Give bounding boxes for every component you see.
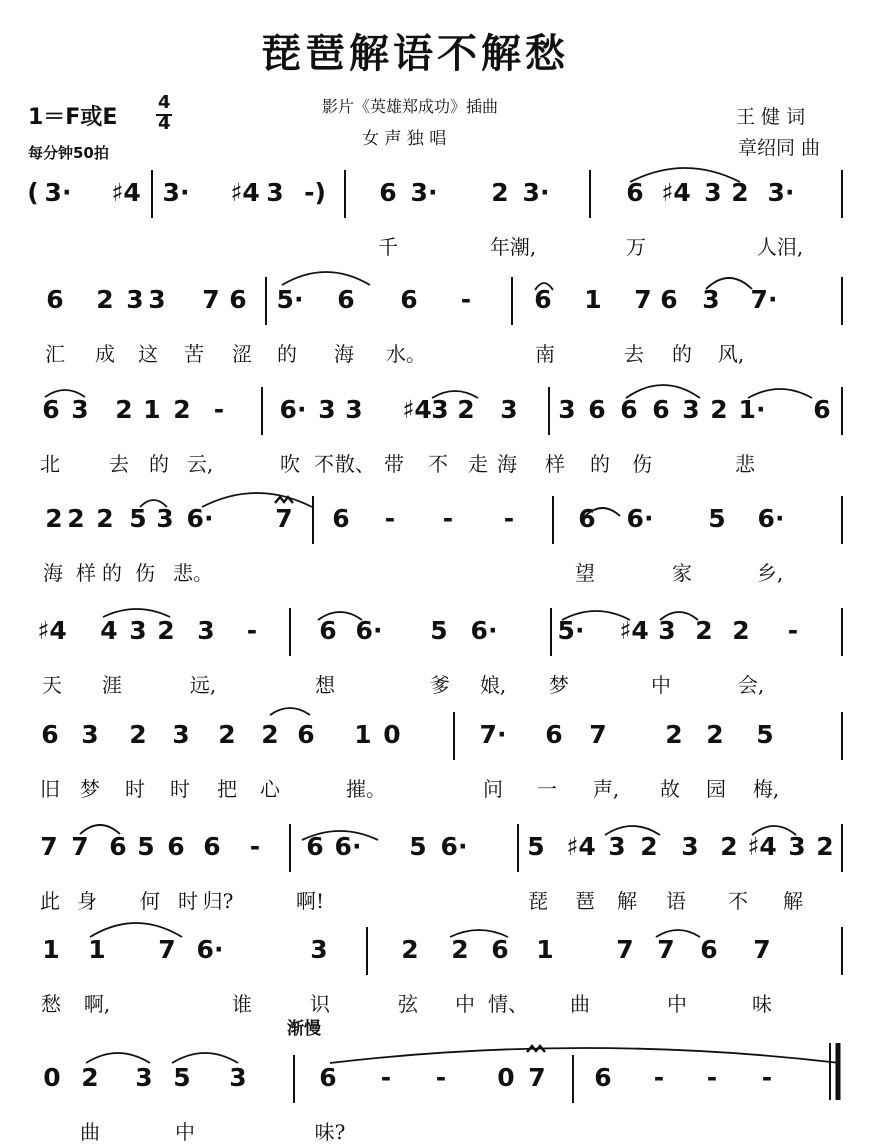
- note: 7: [616, 935, 634, 964]
- slur-arc: [752, 826, 796, 835]
- note: 6: [332, 504, 350, 533]
- lyric-syllable: 何: [140, 889, 160, 913]
- note: 2: [491, 178, 509, 207]
- lyric-syllable: 情、: [488, 992, 528, 1016]
- performance-note: 女 声 独 唱: [362, 129, 447, 149]
- lyric-syllable: 望: [575, 561, 595, 585]
- note: 7: [202, 285, 220, 314]
- note: 2: [457, 395, 475, 424]
- lyric-syllable: 年潮,: [489, 235, 537, 259]
- note: 6: [620, 395, 638, 424]
- note: 2: [451, 935, 469, 964]
- lyric-syllable: 成: [95, 342, 115, 366]
- note: -): [304, 178, 326, 207]
- note: 1: [88, 935, 106, 964]
- slur-arc: [660, 612, 698, 620]
- composer-credit: 章绍同 曲: [738, 137, 821, 159]
- note: 2: [218, 720, 236, 749]
- slur-arc: [585, 508, 620, 516]
- lyric-syllable: 样: [545, 452, 565, 476]
- slur-arc: [706, 278, 752, 289]
- note: 6: [813, 395, 831, 424]
- note: 3: [608, 832, 626, 861]
- lyric-syllable: 园: [706, 777, 726, 801]
- lyric-syllable: 伤: [135, 561, 155, 585]
- slur-arc: [605, 826, 660, 835]
- note: 5: [137, 832, 155, 861]
- note: -: [653, 1063, 665, 1092]
- note: 2: [695, 616, 713, 645]
- lyric-syllable: 啊,: [83, 992, 111, 1016]
- slur-arc: [202, 493, 312, 507]
- slur-arc: [630, 168, 740, 182]
- lyric-syllable: 声,: [592, 777, 620, 801]
- lyric-syllable: 爹: [430, 673, 450, 697]
- note: 2: [81, 1063, 99, 1092]
- note: -: [503, 504, 515, 533]
- note: 6·: [186, 504, 214, 533]
- note: 7: [275, 504, 293, 533]
- note: -: [246, 616, 258, 645]
- note: 6: [337, 285, 355, 314]
- note: ♯4: [747, 832, 777, 861]
- note: 3: [172, 720, 190, 749]
- slur-arc: [80, 825, 120, 834]
- lyric-syllable: 时: [170, 777, 190, 801]
- note: 6: [578, 504, 596, 533]
- lyric-syllable: 南: [535, 342, 555, 366]
- note: 6: [491, 935, 509, 964]
- note: -: [213, 395, 225, 424]
- slur-arc: [103, 609, 170, 617]
- note: 7: [158, 935, 176, 964]
- lyric-syllable: 海: [497, 452, 517, 476]
- note: 3·: [767, 178, 795, 207]
- lyric-syllable: 风,: [717, 342, 745, 366]
- note: 7: [71, 832, 89, 861]
- note: 6: [42, 395, 60, 424]
- note: 2: [96, 285, 114, 314]
- tempo-marking: 每分钟50拍: [28, 144, 109, 162]
- slur-arc: [318, 612, 362, 620]
- lyric-syllable: 时: [125, 777, 145, 801]
- note: 6: [46, 285, 64, 314]
- lyric-syllable: 把: [217, 777, 237, 801]
- lyric-syllable: 这: [138, 342, 158, 366]
- note: 2: [157, 616, 175, 645]
- note: 3: [81, 720, 99, 749]
- lyric-syllable: 中: [455, 992, 475, 1016]
- note: -: [787, 616, 799, 645]
- slur-arc: [626, 385, 700, 398]
- lyric-syllable: 伤: [632, 452, 652, 476]
- note: 1: [584, 285, 602, 314]
- lyric-syllable: 梦: [549, 673, 569, 697]
- note: 2: [45, 504, 63, 533]
- note: 3: [682, 395, 700, 424]
- note: 6: [534, 285, 552, 314]
- note: 6: [400, 285, 418, 314]
- note: 5: [129, 504, 147, 533]
- note: 6·: [334, 832, 362, 861]
- lyric-syllable: 的: [102, 561, 122, 585]
- lyric-syllable: 悲。: [173, 561, 213, 585]
- time-signature-bottom: 4: [158, 113, 171, 134]
- lyric-syllable: 愁: [41, 992, 61, 1016]
- note: 1: [354, 720, 372, 749]
- slur-arc: [172, 1053, 238, 1063]
- lyric-syllable: 啊!: [295, 889, 325, 913]
- lyric-syllable: 水。: [386, 342, 426, 366]
- lyric-syllable: 样: [76, 561, 96, 585]
- slur-arc: [450, 930, 508, 937]
- note: 3: [156, 504, 174, 533]
- note: 6·: [470, 616, 498, 645]
- note: 2: [665, 720, 683, 749]
- ornament-mark: [275, 497, 293, 503]
- lyric-syllable: 识: [310, 992, 330, 1016]
- slur-arc: [86, 1053, 150, 1063]
- note: 6: [297, 720, 315, 749]
- note: 5: [756, 720, 774, 749]
- note: 6·: [757, 504, 785, 533]
- lyric-syllable: 味?: [314, 1120, 346, 1144]
- note: 2: [731, 178, 749, 207]
- note: 2: [67, 504, 85, 533]
- lyric-syllable: 走: [468, 452, 488, 476]
- note: 3·: [522, 178, 550, 207]
- note: 6: [594, 1063, 612, 1092]
- note: 2: [401, 935, 419, 964]
- lyric-syllable: 悲: [735, 452, 755, 476]
- note: -: [380, 1063, 392, 1092]
- note: 3: [197, 616, 215, 645]
- lyric-syllable: 北: [40, 452, 60, 476]
- note: 0: [43, 1063, 61, 1092]
- note: 7: [40, 832, 58, 861]
- lyric-syllable: 梦: [80, 777, 100, 801]
- note: 6: [229, 285, 247, 314]
- note: 1: [42, 935, 60, 964]
- lyric-syllable: 天: [42, 673, 62, 697]
- source-note: 影片《英雄郑成功》插曲: [322, 97, 499, 116]
- note: -: [435, 1063, 447, 1092]
- note: 5·: [557, 616, 585, 645]
- lyric-syllable: 琵: [528, 889, 548, 913]
- note: 6: [319, 616, 337, 645]
- lyric-syllable: 琶: [575, 889, 595, 913]
- time-signature-top: 4: [158, 92, 171, 113]
- lyric-syllable: 曲: [570, 992, 590, 1016]
- note: 0: [383, 720, 401, 749]
- note: 6: [379, 178, 397, 207]
- note: 7: [657, 935, 675, 964]
- note: 3: [500, 395, 518, 424]
- note: ♯4: [566, 832, 596, 861]
- note: 5: [708, 504, 726, 533]
- note: 2: [129, 720, 147, 749]
- note: 7·: [479, 720, 507, 749]
- lyric-syllable: 人泪,: [756, 235, 804, 259]
- note: ♯4: [37, 616, 67, 645]
- note: 6: [306, 832, 324, 861]
- note: 6: [588, 395, 606, 424]
- note: 6: [652, 395, 670, 424]
- note: 2: [173, 395, 191, 424]
- lyric-syllable: 云,: [186, 452, 214, 476]
- lyric-syllable: 中: [651, 673, 671, 697]
- note: 0: [497, 1063, 515, 1092]
- lyric-syllable: 归?: [202, 889, 234, 913]
- note: 1: [536, 935, 554, 964]
- note: 6·: [440, 832, 468, 861]
- note: 6: [109, 832, 127, 861]
- note: 3: [126, 285, 144, 314]
- note: -: [460, 285, 472, 314]
- note: 3: [788, 832, 806, 861]
- lyric-syllable: 远,: [189, 673, 217, 697]
- note: 3: [229, 1063, 247, 1092]
- lyric-syllable: 海: [334, 342, 354, 366]
- note: 2: [706, 720, 724, 749]
- lyric-syllable: 问: [483, 777, 503, 801]
- lyric-syllable: 的: [149, 452, 169, 476]
- note: 1·: [738, 395, 766, 424]
- lyric-syllable: 吹: [280, 452, 300, 476]
- note: 3·: [162, 178, 190, 207]
- note: 7: [589, 720, 607, 749]
- note: -: [442, 504, 454, 533]
- note: 3: [148, 285, 166, 314]
- note: 2: [720, 832, 738, 861]
- lyric-syllable: 千: [378, 235, 398, 259]
- note: 4: [100, 616, 118, 645]
- lyric-syllable: 味: [752, 992, 772, 1016]
- lyric-syllable: 娘,: [479, 673, 507, 697]
- lyric-syllable: 时: [178, 889, 198, 913]
- note: 6: [700, 935, 718, 964]
- note: 3: [129, 616, 147, 645]
- lyric-syllable: 此: [40, 889, 60, 913]
- lyric-syllable: 会,: [737, 673, 765, 697]
- note: 6: [203, 832, 221, 861]
- note: 2: [710, 395, 728, 424]
- lyric-syllable: 身: [77, 889, 97, 913]
- note: (: [27, 178, 39, 207]
- note: 6: [626, 178, 644, 207]
- note: 7: [753, 935, 771, 964]
- note: -: [706, 1063, 718, 1092]
- slur-arc: [140, 500, 167, 507]
- note: -: [384, 504, 396, 533]
- lyric-syllable: 散、: [335, 452, 375, 476]
- note: 6: [660, 285, 678, 314]
- note: 3: [431, 395, 449, 424]
- note: ♯4: [230, 178, 260, 207]
- slur-arc: [270, 708, 310, 715]
- note: 5·: [276, 285, 304, 314]
- lyric-syllable: 的: [590, 452, 610, 476]
- slur-arc: [535, 283, 553, 290]
- lyric-syllable: 梅,: [752, 777, 780, 801]
- note: 3: [702, 285, 720, 314]
- lyric-syllable: 曲: [80, 1120, 100, 1144]
- note: 3: [266, 178, 284, 207]
- song-title: 琵琶解语不解愁: [261, 30, 569, 77]
- note: 3: [558, 395, 576, 424]
- lyric-syllable: 不: [314, 452, 334, 476]
- note: 3: [310, 935, 328, 964]
- note: 3: [345, 395, 363, 424]
- lyric-syllable: 去: [109, 452, 129, 476]
- lyric-syllable: 汇: [45, 342, 65, 366]
- note: 1: [143, 395, 161, 424]
- lyric-syllable: 家: [672, 561, 692, 585]
- lyricist-credit: 王 健 词: [736, 106, 806, 128]
- note: ♯4: [402, 395, 432, 424]
- slur-arc: [282, 272, 370, 285]
- lyric-syllable: 不: [428, 452, 448, 476]
- note: 5: [527, 832, 545, 861]
- lyric-syllable: 乡,: [756, 561, 784, 585]
- note: 7: [528, 1063, 546, 1092]
- note: -: [249, 832, 261, 861]
- slur-arc: [748, 389, 812, 398]
- note: 3: [318, 395, 336, 424]
- slur-arc: [302, 831, 378, 840]
- note: 3: [704, 178, 722, 207]
- lyric-syllable: 解: [783, 889, 803, 913]
- lyric-syllable: 谁: [232, 992, 252, 1016]
- note: 2: [816, 832, 834, 861]
- note: 6: [41, 720, 59, 749]
- note: ♯4: [111, 178, 141, 207]
- note: 3·: [410, 178, 438, 207]
- tempo-change-mark: 渐慢: [287, 1019, 321, 1039]
- note: 2: [640, 832, 658, 861]
- lyric-syllable: 中: [667, 992, 687, 1016]
- lyric-syllable: 的: [672, 342, 692, 366]
- note: 6: [545, 720, 563, 749]
- slur-arc: [656, 930, 700, 937]
- lyric-syllable: 想: [315, 673, 335, 697]
- note: 3·: [44, 178, 72, 207]
- note: 3: [658, 616, 676, 645]
- note: 7·: [750, 285, 778, 314]
- lyric-syllable: 不: [728, 889, 748, 913]
- lyric-syllable: 旧: [40, 777, 60, 801]
- lyric-syllable: 弦: [398, 992, 418, 1016]
- lyric-syllable: 一: [537, 777, 557, 801]
- lyric-syllable: 万: [626, 235, 646, 259]
- key-signature: 1＝F或E: [28, 105, 118, 130]
- lyric-syllable: 摧。: [346, 777, 386, 801]
- slur-arc: [45, 390, 85, 397]
- lyric-syllable: 去: [624, 342, 644, 366]
- note: 3: [681, 832, 699, 861]
- note: 7: [634, 285, 652, 314]
- slur-arc: [432, 391, 478, 398]
- note: 5: [409, 832, 427, 861]
- lyric-syllable: 涯: [102, 673, 122, 697]
- slur-arc: [330, 1048, 840, 1063]
- note: 2: [115, 395, 133, 424]
- note: ♯4: [619, 616, 649, 645]
- lyric-syllable: 苦: [184, 342, 204, 366]
- note: 6·: [279, 395, 307, 424]
- lyric-syllable: 解: [617, 889, 637, 913]
- lyric-syllable: 心: [260, 777, 280, 801]
- note: 6: [319, 1063, 337, 1092]
- lyric-syllable: 语: [666, 889, 686, 913]
- slur-arc: [90, 923, 182, 937]
- lyric-syllable: 故: [660, 777, 680, 801]
- lyric-syllable: 带: [384, 452, 404, 476]
- note: 5: [430, 616, 448, 645]
- note: 2: [261, 720, 279, 749]
- note: 6·: [355, 616, 383, 645]
- note: 3: [135, 1063, 153, 1092]
- note: 5: [173, 1063, 191, 1092]
- lyric-syllable: 的: [277, 342, 297, 366]
- slur-arc: [562, 611, 630, 620]
- note: 6·: [196, 935, 224, 964]
- lyric-syllable: 海: [43, 561, 63, 585]
- lyric-syllable: 中: [175, 1120, 195, 1144]
- note: 6·: [626, 504, 654, 533]
- lyric-syllable: 涩: [232, 342, 252, 366]
- note: 6: [167, 832, 185, 861]
- note: 2: [732, 616, 750, 645]
- note: 2: [96, 504, 114, 533]
- note: -: [761, 1063, 773, 1092]
- note: ♯4: [661, 178, 691, 207]
- note: 3: [71, 395, 89, 424]
